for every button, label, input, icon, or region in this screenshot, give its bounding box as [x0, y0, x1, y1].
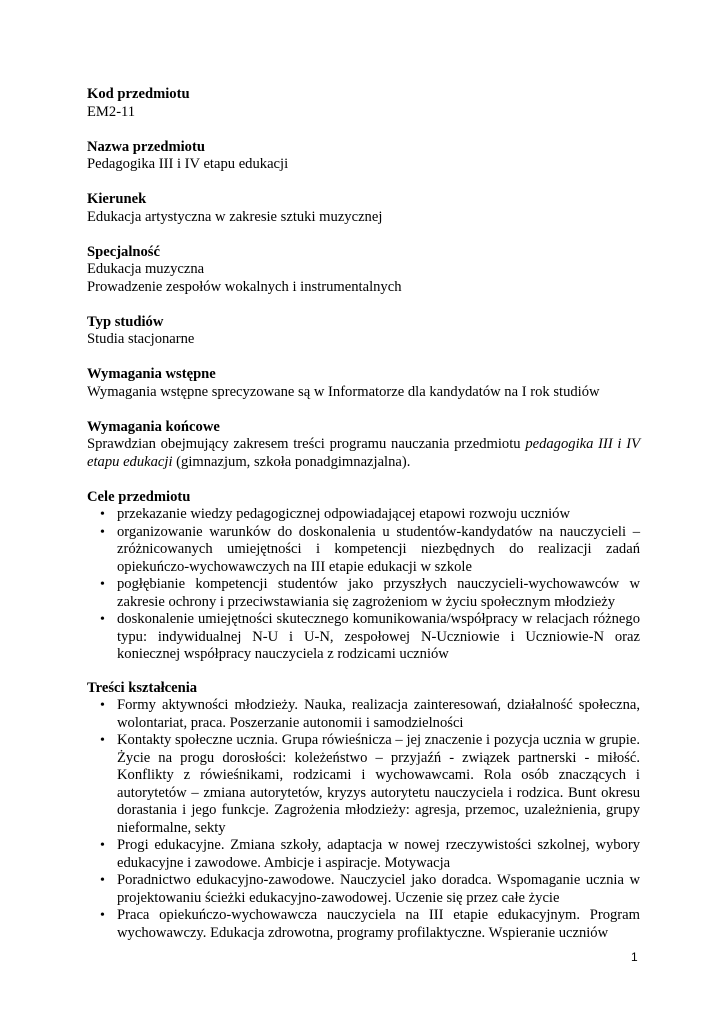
section-tresci-ksztalcenia: [87, 680, 640, 943]
value-specjalnosc-1: Edukacja muzyczna: [87, 261, 205, 277]
section-cele-przedmiotu: [87, 489, 640, 664]
section-wymagania-wstepne: [87, 366, 640, 401]
list-item-text: przekazanie wiedzy pedagogicznej odpowiadającej etapowi rozwoju uczniów: [117, 506, 571, 522]
section-nazwa-przedmiotu: [87, 139, 640, 174]
value-kod-przedmiotu: EM2-11: [87, 103, 136, 120]
bullet-icon: •: [100, 873, 105, 888]
wymagania-koncowe-text-after: (gimnazjum, szkoła ponadgimnazjalna).: [172, 453, 411, 470]
section-typ-studiow: [87, 314, 640, 349]
document-page: [87, 86, 640, 960]
list-item-text: organizowanie warunków do doskonalenia u studentów-kandydatów na nauczycieli – zróżnicowanych umiejętności i kompetencji niezbędnych do realizacji zadań opiekuńczo-wychowawczych na III etapie edukacji w szkole: [117, 523, 640, 575]
value-wymagania-koncowe: [87, 436, 640, 471]
list-item: [87, 576, 640, 611]
bullet-icon: •: [100, 612, 105, 627]
value-specjalnosc-2: Prowadzenie zespołów wokalnych i instrumentalnych: [87, 278, 402, 295]
list-item-text: pogłębianie kompetencji studentów jako przyszłych nauczycieli-wychowawców w zakresie ochrony i przeciwstawiania się zagrożeniom w życiu społecznym młodzieży: [117, 576, 640, 610]
bullet-icon: •: [100, 698, 105, 713]
section-kod-przedmiotu: [87, 86, 640, 121]
section-specjalnosc: [87, 244, 640, 297]
heading-nazwa-przedmiotu: Nazwa przedmiotu: [87, 138, 205, 155]
tresci-list: [87, 697, 640, 942]
section-wymagania-koncowe: [87, 419, 640, 472]
list-item: [87, 611, 640, 664]
heading-cele-przedmiotu: Cele przedmiotu: [87, 488, 191, 505]
list-item-text: Praca opiekuńczo-wychowawcza nauczyciela na III etapie edukacyjnym. Program wychowawczy. Edukacja zdrowotna, programy profilaktyczne. Wspieranie uczniów: [117, 907, 640, 941]
value-typ-studiow: Studia stacjonarne: [87, 331, 195, 347]
value-nazwa-przedmiotu: Pedagogika III i IV etapu edukacji: [87, 156, 289, 172]
list-item-text: doskonalenie umiejętności skutecznego komunikowania/współpracy w relacjach różnego typu: indywidualnej N-U i U-N, zespołowej N-Uczniowie i Uczniowie-N oraz koniecznej współpracy nauczyciela z rodzicami uczniów: [117, 611, 640, 662]
list-item: [87, 524, 640, 577]
heading-kod-przedmiotu: Kod przedmiotu: [87, 86, 190, 102]
page-number: 1: [631, 950, 638, 964]
list-item: [87, 697, 640, 732]
heading-wymagania-wstepne: Wymagania wstępne: [87, 366, 216, 382]
wymagania-koncowe-text-before: Sprawdzian obejmujący zakresem treści programu nauczania przedmiotu: [87, 436, 526, 452]
list-item: [87, 907, 640, 942]
bullet-icon: •: [100, 908, 105, 923]
heading-wymagania-koncowe: Wymagania końcowe: [87, 418, 220, 435]
bullet-icon: •: [100, 577, 105, 592]
heading-tresci-ksztalcenia: Treści kształcenia: [87, 679, 198, 696]
heading-specjalnosc: Specjalność: [87, 243, 160, 260]
list-item-text: Formy aktywności młodzieży. Nauka, realizacja zainteresowań, działalność społeczna, wolontariat, praca. Poszerzanie autonomii i samodzielności: [117, 697, 640, 731]
list-item: [87, 732, 640, 837]
list-item: [87, 837, 640, 872]
wymagania-koncowe-text-italic: pedagogika III i IV etapu edukacji: [87, 436, 640, 470]
heading-typ-studiow: Typ studiów: [87, 313, 164, 330]
list-item: [87, 872, 640, 907]
bullet-icon: •: [100, 838, 105, 853]
section-kierunek: [87, 191, 640, 226]
list-item-text: Progi edukacyjne. Zmiana szkoły, adaptacja w nowej rzeczywistości szkolnej, wybory edukacyjne i zawodowe. Ambicje i aspiracje. Motywacja: [117, 837, 640, 871]
list-item-text: Kontakty społeczne ucznia. Grupa rówieśnicza – jej znaczenie i pozycja ucznia w grupie. Życie na progu dorosłości: koleżeństwo – przyjaźń - związek partnerski - miłość. Konflikty z rówieśnikami, rodzicami i wychowawcami. Rola osób znaczących i autorytetów – zmiana autorytetów, kryzys autorytetu nauczyciela i rodzica. Bunt okresu dorastania i jego funkcje. Zagrożenia młodzieży: agresja, przemoc, uzależnienia, grupy nieformalne, sekty: [117, 732, 640, 836]
heading-kierunek: Kierunek: [87, 191, 147, 207]
list-item: [87, 506, 640, 524]
list-item-text: Poradnictwo edukacyjno-zawodowe. Nauczyciel jako doradca. Wspomaganie ucznia w projektowaniu ścieżki edukacyjno-zawodowej. Uczenie się przez całe życie: [117, 872, 640, 906]
bullet-icon: •: [100, 733, 105, 748]
bullet-icon: •: [100, 524, 105, 540]
cele-list: [87, 506, 640, 664]
value-kierunek: Edukacja artystyczna w zakresie sztuki muzycznej: [87, 208, 383, 225]
value-wymagania-wstepne: Wymagania wstępne sprecyzowane są w Informatorze dla kandydatów na I rok studiów: [87, 383, 600, 400]
bullet-icon: •: [100, 507, 105, 522]
